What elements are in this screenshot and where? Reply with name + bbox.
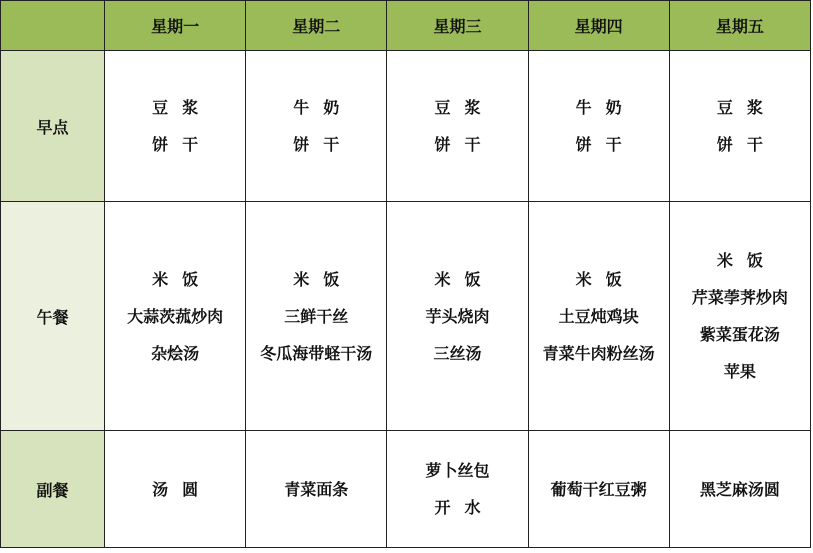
dish: 米饭: [152, 269, 213, 289]
dish: 青菜面条: [284, 479, 349, 499]
lunch-mon: [105, 202, 246, 431]
dish: 饼干: [716, 135, 777, 154]
dish: 饼干: [293, 135, 354, 154]
snack-label: 副餐: [1, 431, 105, 548]
lunch-tue: [246, 202, 387, 431]
header-row: [1, 1, 811, 51]
dish: 米饭: [434, 269, 495, 289]
snack-fri: [669, 431, 810, 548]
dish: 紫菜蛋花汤: [699, 325, 780, 344]
breakfast-mon: [105, 51, 246, 202]
dish: 三丝汤: [433, 343, 482, 363]
dish: 米饭: [293, 269, 354, 289]
breakfast-thu: [528, 51, 669, 202]
dish: 杂烩汤: [151, 343, 200, 363]
dish: 米饭: [575, 269, 636, 289]
dish: 黑芝麻汤圆: [699, 479, 780, 499]
day-header-thu: 星期四: [528, 1, 669, 51]
lunch-label: 午餐: [1, 202, 105, 431]
day-header-tue: 星期二: [246, 1, 387, 51]
dish: 豆浆: [434, 98, 495, 117]
dish: 饼干: [152, 135, 213, 154]
dish: 牛奶: [575, 98, 636, 117]
dish: 汤圆: [152, 479, 213, 499]
dish: 芹菜荸荠炒肉: [691, 288, 788, 307]
dish: 萝卜丝包: [425, 461, 490, 480]
dish: 豆浆: [152, 98, 213, 117]
snack-thu: [528, 431, 669, 548]
dish: 开水: [434, 498, 495, 517]
dish: 三鲜干丝: [284, 306, 349, 326]
dish: 葡萄干红豆粥: [550, 479, 647, 499]
lunch-wed: [387, 202, 528, 431]
snack-mon: [105, 431, 246, 548]
dish: 苹果: [723, 362, 756, 381]
breakfast-fri: [669, 51, 810, 202]
dish: 大蒜茨菰炒肉: [127, 306, 224, 326]
dish: 米饭: [716, 251, 777, 270]
breakfast-tue: [246, 51, 387, 202]
dish: 豆浆: [716, 98, 777, 117]
day-header-wed: 星期三: [387, 1, 528, 51]
dish: 青菜牛肉粉丝汤: [542, 343, 655, 363]
snack-tue: [246, 431, 387, 548]
dish: 芋头烧肉: [425, 306, 490, 326]
dish: 土豆炖鸡块: [558, 306, 639, 326]
day-header-fri: 星期五: [669, 1, 810, 51]
breakfast-row: [1, 51, 811, 202]
lunch-thu: [528, 202, 669, 431]
snack-wed: [387, 431, 528, 548]
lunch-fri: [669, 202, 810, 431]
corner-cell: [1, 1, 105, 51]
dish: 饼干: [575, 135, 636, 154]
breakfast-label: 早点: [1, 51, 105, 202]
dish: 冬瓜海带蛏干汤: [260, 343, 373, 363]
day-header-mon: 星期一: [105, 1, 246, 51]
dish: 牛奶: [293, 98, 354, 117]
snack-row: [1, 431, 811, 548]
breakfast-wed: [387, 51, 528, 202]
lunch-row: [1, 202, 811, 431]
dish: 饼干: [434, 135, 495, 154]
